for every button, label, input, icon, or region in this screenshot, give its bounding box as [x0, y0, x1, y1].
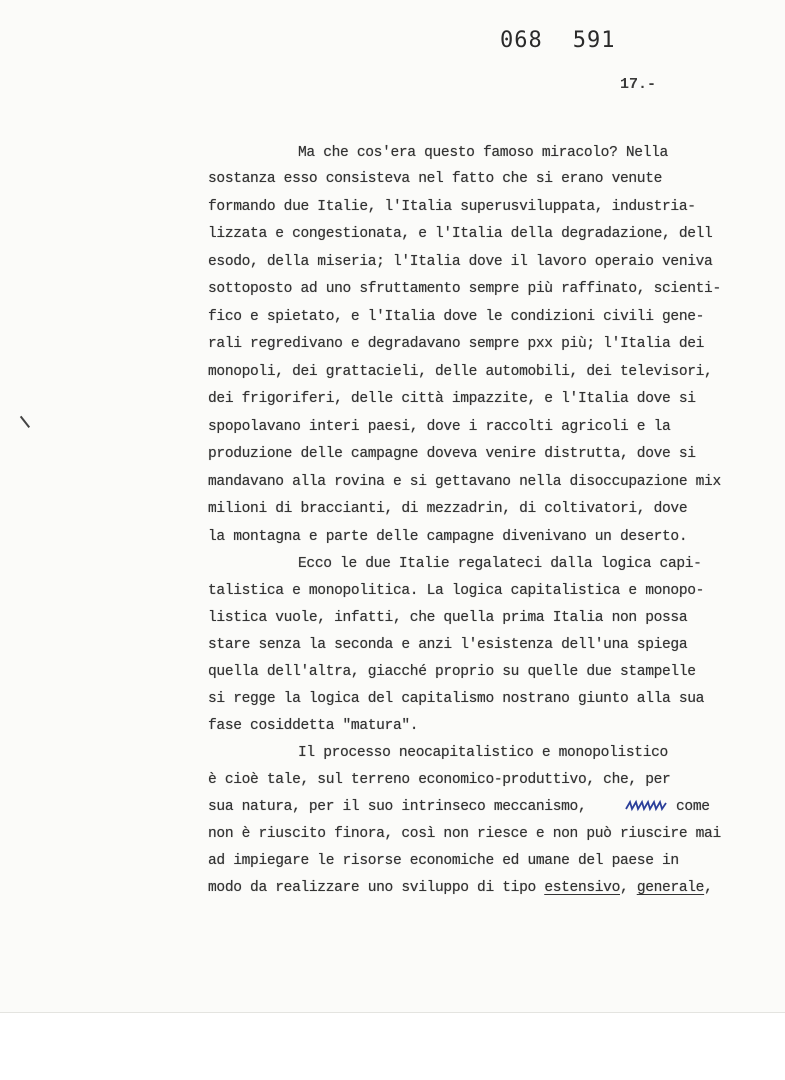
- handwritten-scribble: [624, 799, 668, 813]
- text-line-19: stare senza la seconda e anzi l'esistenza dell'una spiega: [208, 637, 688, 653]
- text-line-28: [208, 880, 713, 896]
- text-line-3: formando due Italie, l'Italia superusviluppata, industria-: [208, 199, 696, 215]
- text-line-17: talistica e monopolitica. La logica capitalistica e monopo-: [208, 583, 705, 599]
- text-line-28-start: modo da realizzare uno sviluppo di tipo: [208, 880, 536, 896]
- text-line-25-end: come: [676, 799, 710, 815]
- text-line-18: listica vuole, infatti, che quella prima Italia non possa: [208, 610, 688, 626]
- archive-stamp-number: [500, 28, 616, 53]
- text-line-1: Ma che cos'era questo famoso miracolo? Nella: [298, 145, 668, 161]
- text-line-20: quella dell'altra, giacché proprio su quelle due stampelle: [208, 664, 696, 680]
- text-line-2: sostanza esso consisteva nel fatto che si erano venute: [208, 171, 663, 187]
- text-line-25: sua natura, per il suo intrinseco meccanismo,: [208, 799, 587, 815]
- text-line-23: Il processo neocapitalistico e monopolistico: [298, 745, 668, 761]
- text-line-15: la montagna e parte delle campagne divenivano un deserto.: [208, 529, 688, 545]
- text-line-13: mandavano alla rovina e si gettavano nella disoccupazione mix: [208, 474, 721, 490]
- underlined-word-generale: generale: [636, 880, 705, 896]
- text-line-22: fase cosiddetta "matura".: [208, 718, 419, 734]
- scan-background-edge: [0, 1012, 785, 1080]
- text-comma-1: ,: [620, 880, 637, 896]
- underlined-word-estensivo: estensivo: [544, 880, 620, 896]
- text-line-11: spopolavano interi paesi, dove i raccolti agricoli e la: [208, 419, 671, 435]
- text-line-7: fico e spietato, e l'Italia dove le condizioni civili gene-: [208, 309, 705, 325]
- text-comma-2: ,: [704, 880, 713, 896]
- text-line-21: si regge la logica del capitalismo nostrano giunto alla sua: [208, 691, 705, 707]
- text-line-6: sottoposto ad uno sfruttamento sempre più raffinato, scienti-: [208, 281, 721, 297]
- text-line-9: monopoli, dei grattacieli, delle automobili, dei televisori,: [208, 364, 713, 380]
- text-line-14: milioni di braccianti, di mezzadrin, di coltivatori, dove: [208, 501, 688, 517]
- page-number: 17.-: [620, 76, 657, 93]
- text-line-4: lizzata e congestionata, e l'Italia della degradazione, dell: [208, 226, 713, 242]
- margin-tick-mark: [20, 416, 30, 428]
- text-line-26: non è riuscito finora, così non riesce e non può riuscire mai: [208, 826, 721, 842]
- text-line-5: esodo, della miseria; l'Italia dove il lavoro operaio veniva: [208, 254, 713, 270]
- stamp-number-left: 068: [500, 28, 543, 53]
- text-line-12: produzione delle campagne doveva venire distrutta, dove si: [208, 446, 696, 462]
- text-line-24: è cioè tale, sul terreno economico-produttivo, che, per: [208, 772, 671, 788]
- text-line-16: Ecco le due Italie regalateci dalla logica capi-: [298, 556, 702, 572]
- text-line-10: dei frigoriferi, delle città impazzite, e l'Italia dove si: [208, 391, 696, 407]
- stamp-number-right: 591: [572, 28, 616, 53]
- text-line-27: ad impiegare le risorse economiche ed umane del paese in: [208, 853, 679, 869]
- text-line-8: rali regredivano e degradavano sempre pxx più; l'Italia dei: [208, 336, 705, 352]
